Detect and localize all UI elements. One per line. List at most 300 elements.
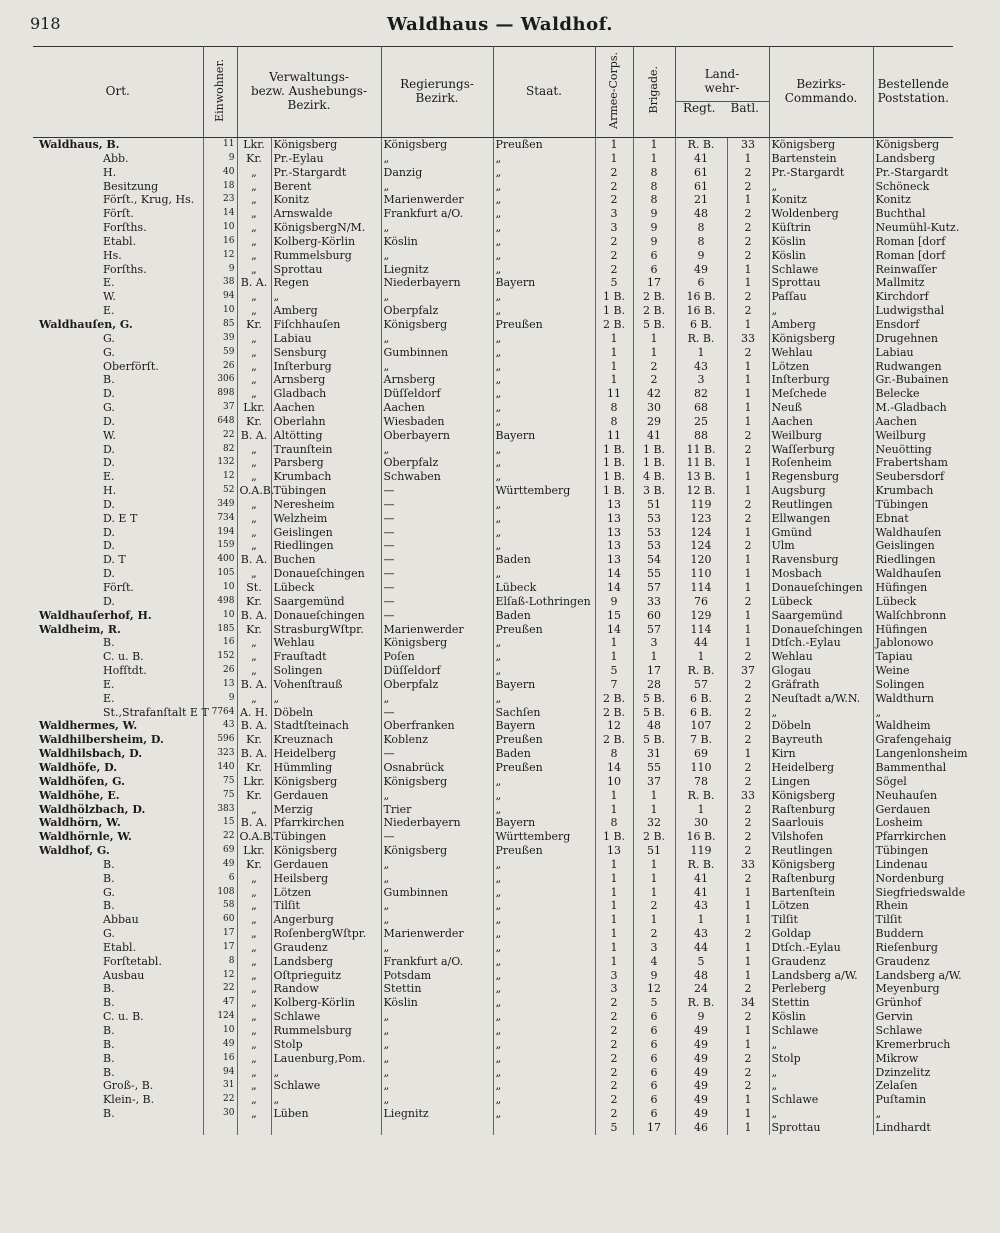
cell-ort: D. — [33, 595, 203, 609]
cell-poststation: Grafengehaig — [875, 733, 952, 747]
cell-einwohner: 17 — [203, 927, 237, 941]
cell-landwehr-batl: 2 — [727, 803, 769, 817]
cell-einwohner: 16 — [203, 1052, 237, 1066]
cell-landwehr-regt: 49 — [675, 1093, 727, 1107]
cell-staat: „ — [493, 996, 595, 1010]
cell-armee-corps: 1 B. — [595, 456, 633, 470]
cell-einwohner: 124 — [203, 1010, 237, 1024]
cell-verwaltung-bezirk: Tilſit — [271, 899, 381, 913]
cell-brigade: 37 — [633, 775, 675, 789]
cell-regierung: — — [381, 484, 493, 498]
cell-einwohner: 12 — [203, 249, 237, 263]
cell-armee-corps: 1 — [595, 927, 633, 941]
table-row — [33, 152, 953, 166]
cell-ort: Waldheim, R. — [33, 623, 203, 637]
cell-einwohner: 152 — [203, 650, 237, 664]
cell-armee-corps: 2 B. — [595, 706, 633, 720]
cell-bezirks-commando: Inſterburg — [769, 373, 873, 387]
cell-bezirks-commando: Königsberg — [769, 789, 873, 803]
cell-bezirks-commando: Tilſit — [769, 913, 873, 927]
table-row — [33, 1107, 953, 1121]
cell-regierung: Frankfurt a/O. — [381, 207, 493, 221]
table-row — [33, 318, 953, 332]
cell-einwohner: 10 — [203, 581, 237, 595]
cell-brigade: 1 — [633, 152, 675, 166]
cell-poststation: Ebnat — [875, 511, 909, 525]
cell-verwaltung-typ: „ — [237, 650, 271, 664]
cell-verwaltung-bezirk: Regen — [271, 276, 381, 290]
cell-poststation: Landsberg — [875, 151, 936, 165]
cell-einwohner: 194 — [203, 526, 237, 540]
cell-verwaltung-bezirk: Hümmling — [271, 761, 381, 775]
table-row — [33, 180, 953, 194]
table-row — [33, 360, 953, 374]
cell-bezirks-commando: Kirn — [769, 747, 873, 761]
cell-ort: Waldhörnle, W. — [33, 830, 203, 844]
cell-ort: H. — [33, 166, 203, 180]
table-row — [33, 844, 953, 858]
cell-bezirks-commando: Augsburg — [769, 484, 873, 498]
cell-regierung: „ — [381, 941, 493, 955]
cell-poststation: Landsberg a/W. — [875, 968, 962, 982]
cell-landwehr-batl: 2 — [727, 1079, 769, 1093]
cell-bezirks-commando: Köslin — [769, 249, 873, 263]
cell-ort: Waldhauſen, G. — [33, 318, 203, 332]
cell-landwehr-regt: 48 — [675, 207, 727, 221]
table-row — [33, 526, 953, 540]
cell-einwohner: 75 — [203, 775, 237, 789]
cell-poststation: Langenlonsheim — [875, 747, 968, 761]
cell-ort: B. — [33, 1024, 203, 1038]
cell-regierung: „ — [381, 221, 493, 235]
cell-ort: E. — [33, 692, 203, 706]
cell-ort: B. — [33, 858, 203, 872]
cell-armee-corps: 2 — [595, 180, 633, 194]
table-row — [33, 955, 953, 969]
cell-verwaltung-typ: „ — [237, 1107, 271, 1121]
cell-regierung: Trier — [381, 803, 493, 817]
cell-brigade: 2 — [633, 360, 675, 374]
table-row — [33, 235, 953, 249]
cell-poststation: Grünhof — [875, 996, 922, 1010]
cell-poststation: Zelaſen — [875, 1079, 918, 1093]
cell-brigade: 42 — [633, 387, 675, 401]
cell-landwehr-regt: 11 B. — [675, 456, 727, 470]
cell-verwaltung-typ: B. A. — [237, 719, 271, 733]
table-row — [33, 1010, 953, 1024]
cell-armee-corps: 13 — [595, 553, 633, 567]
cell-verwaltung-bezirk: Lötzen — [271, 886, 381, 900]
cell-armee-corps: 1 B. — [595, 443, 633, 457]
cell-landwehr-regt: 88 — [675, 429, 727, 443]
cell-regierung: Marienwerder — [381, 927, 493, 941]
cell-regierung: „ — [381, 1010, 493, 1024]
cell-brigade: 6 — [633, 249, 675, 263]
cell-landwehr-regt: 30 — [675, 816, 727, 830]
cell-verwaltung-typ: „ — [237, 263, 271, 277]
cell-brigade: 5 B. — [633, 706, 675, 720]
cell-einwohner: 15 — [203, 816, 237, 830]
cell-verwaltung-bezirk: Inſterburg — [271, 360, 381, 374]
cell-landwehr-batl: 2 — [727, 249, 769, 263]
cell-einwohner: 30 — [203, 1107, 237, 1121]
cell-armee-corps: 2 — [595, 1066, 633, 1080]
header-brigade: Brigade. — [633, 47, 675, 138]
table-row — [33, 539, 953, 553]
cell-ort: Waldhermes, W. — [33, 719, 203, 733]
cell-brigade: 1 — [633, 138, 675, 152]
cell-verwaltung-typ: B. A. — [237, 747, 271, 761]
cell-armee-corps: 8 — [595, 401, 633, 415]
cell-verwaltung-bezirk: Döbeln — [271, 706, 381, 720]
table-row — [33, 346, 953, 360]
cell-landwehr-batl: 2 — [727, 1066, 769, 1080]
table-row — [33, 456, 953, 470]
cell-regierung: „ — [381, 913, 493, 927]
cell-staat: „ — [493, 290, 595, 304]
cell-regierung: Wiesbaden — [381, 415, 493, 429]
cell-regierung: Stettin — [381, 982, 493, 996]
cell-regierung: Köslin — [381, 235, 493, 249]
cell-ort: W. — [33, 290, 203, 304]
cell-verwaltung-typ: B. A. — [237, 276, 271, 290]
cell-regierung: — — [381, 512, 493, 526]
cell-verwaltung-typ: Kr. — [237, 318, 271, 332]
cell-bezirks-commando: Köslin — [769, 1010, 873, 1024]
cell-poststation: Walſchbronn — [875, 608, 947, 622]
cell-verwaltung-typ: Kr. — [237, 415, 271, 429]
cell-bezirks-commando: Wehlau — [769, 346, 873, 360]
cell-staat: „ — [493, 1052, 595, 1066]
cell-brigade: 5 B. — [633, 692, 675, 706]
cell-staat: „ — [493, 498, 595, 512]
cell-landwehr-regt: 49 — [675, 1066, 727, 1080]
cell-poststation: Neumühl-Kutz. — [875, 221, 960, 235]
cell-armee-corps: 2 B. — [595, 318, 633, 332]
table-row — [33, 733, 953, 747]
cell-bezirks-commando: Donaueſchingen — [769, 581, 873, 595]
cell-ort: Klein-, B. — [33, 1093, 203, 1107]
cell-armee-corps: 1 — [595, 858, 633, 872]
cell-ort: B. — [33, 1107, 203, 1121]
cell-brigade: 3 B. — [633, 484, 675, 498]
cell-bezirks-commando: „ — [769, 706, 873, 720]
table-row — [33, 415, 953, 429]
cell-brigade: 2 B. — [633, 830, 675, 844]
cell-staat: „ — [493, 235, 595, 249]
cell-poststation: Ensdorf — [875, 317, 920, 331]
cell-verwaltung-bezirk: Heilsberg — [271, 872, 381, 886]
cell-landwehr-regt: 124 — [675, 539, 727, 553]
cell-bezirks-commando: Lötzen — [769, 899, 873, 913]
cell-bezirks-commando: Schlawe — [769, 263, 873, 277]
cell-bezirks-commando: Roſenheim — [769, 456, 873, 470]
cell-armee-corps: 2 B. — [595, 733, 633, 747]
table-row — [33, 1093, 953, 1107]
cell-brigade: 31 — [633, 747, 675, 761]
cell-landwehr-regt: 1 — [675, 913, 727, 927]
cell-armee-corps: 1 B. — [595, 304, 633, 318]
table-row — [33, 650, 953, 664]
cell-verwaltung-typ: „ — [237, 373, 271, 387]
cell-verwaltung-typ: Kr. — [237, 595, 271, 609]
cell-landwehr-batl: 1 — [727, 318, 769, 332]
cell-einwohner: 898 — [203, 387, 237, 401]
cell-staat: „ — [493, 539, 595, 553]
cell-landwehr-batl: 1 — [727, 567, 769, 581]
cell-landwehr-batl: 1 — [727, 636, 769, 650]
cell-verwaltung-typ: Kr. — [237, 858, 271, 872]
cell-landwehr-regt: 25 — [675, 415, 727, 429]
cell-landwehr-regt: 110 — [675, 761, 727, 775]
cell-bezirks-commando: Donaueſchingen — [769, 623, 873, 637]
cell-landwehr-regt: R. B. — [675, 996, 727, 1010]
cell-verwaltung-bezirk: Rummelsburg — [271, 1024, 381, 1038]
cell-staat: „ — [493, 955, 595, 969]
cell-einwohner: 10 — [203, 221, 237, 235]
cell-poststation: Mallmitz — [875, 276, 925, 290]
cell-landwehr-batl: 2 — [727, 166, 769, 180]
cell-verwaltung-bezirk: Berent — [271, 180, 381, 194]
cell-verwaltung-typ: „ — [237, 955, 271, 969]
cell-ort: Forſtetabl. — [33, 955, 203, 969]
cell-verwaltung-bezirk: Donaueſchingen — [271, 567, 381, 581]
cell-bezirks-commando: Küſtrin — [769, 221, 873, 235]
cell-landwehr-batl: 33 — [727, 789, 769, 803]
cell-poststation: Waldheim — [875, 719, 931, 733]
cell-regierung: „ — [381, 1066, 493, 1080]
cell-regierung: Köslin — [381, 996, 493, 1010]
cell-staat: „ — [493, 789, 595, 803]
table-row — [33, 858, 953, 872]
cell-verwaltung-bezirk: „ — [271, 1093, 381, 1107]
cell-landwehr-regt: 6 — [675, 276, 727, 290]
table-row — [33, 221, 953, 235]
cell-regierung: „ — [381, 290, 493, 304]
cell-einwohner: 85 — [203, 318, 237, 332]
cell-bezirks-commando: Königsberg — [769, 332, 873, 346]
cell-regierung: „ — [381, 1052, 493, 1066]
cell-brigade: 2 — [633, 373, 675, 387]
cell-verwaltung-typ: „ — [237, 913, 271, 927]
cell-staat: „ — [493, 387, 595, 401]
cell-verwaltung-bezirk: Arnswalde — [271, 207, 381, 221]
cell-bezirks-commando: Sprottau — [769, 1121, 873, 1135]
cell-brigade: 51 — [633, 844, 675, 858]
cell-einwohner: 18 — [203, 180, 237, 194]
cell-poststation: Hüfingen — [875, 581, 928, 594]
cell-bezirks-commando: Lübeck — [769, 595, 873, 609]
cell-poststation: Gr.-Bubainen — [875, 373, 949, 387]
cell-bezirks-commando: Gmünd — [769, 526, 873, 540]
cell-verwaltung-typ — [237, 1121, 271, 1135]
cell-ort: D. — [33, 456, 203, 470]
cell-bezirks-commando: Paſſau — [769, 290, 873, 304]
cell-poststation: Neuhauſen — [875, 788, 938, 802]
cell-regierung: Liegnitz — [381, 1107, 493, 1121]
table-row — [33, 789, 953, 803]
cell-staat: Preußen — [493, 138, 595, 152]
cell-ort: C. u. B. — [33, 1010, 203, 1024]
cell-verwaltung-bezirk: Traunſtein — [271, 443, 381, 457]
cell-einwohner: 10 — [203, 1024, 237, 1038]
cell-poststation: Roman [dorf — [875, 248, 946, 262]
cell-landwehr-regt: 78 — [675, 775, 727, 789]
cell-verwaltung-bezirk: Heidelberg — [271, 747, 381, 761]
cell-staat: Preußen — [493, 733, 595, 747]
cell-ort: Besitzung — [33, 180, 203, 194]
cell-staat: „ — [493, 1010, 595, 1024]
cell-regierung: Gumbinnen — [381, 346, 493, 360]
cell-poststation: Rieſenburg — [875, 940, 938, 954]
cell-poststation: Neuötting — [875, 442, 932, 456]
cell-poststation: Drugehnen — [875, 331, 938, 345]
cell-staat: „ — [493, 982, 595, 996]
cell-ort: Waldhöfen, G. — [33, 775, 203, 789]
cell-landwehr-regt: 9 — [675, 249, 727, 263]
cell-armee-corps: 10 — [595, 775, 633, 789]
cell-brigade: 55 — [633, 761, 675, 775]
cell-landwehr-batl: 1 — [727, 969, 769, 983]
cell-brigade: 6 — [633, 1066, 675, 1080]
cell-einwohner: 16 — [203, 235, 237, 249]
cell-brigade: 33 — [633, 595, 675, 609]
cell-verwaltung-bezirk: Gladbach — [271, 387, 381, 401]
cell-armee-corps: 2 — [595, 1024, 633, 1038]
cell-verwaltung-bezirk: Gerdauen — [271, 858, 381, 872]
cell-verwaltung-bezirk: Frauſtadt — [271, 650, 381, 664]
cell-regierung: Aachen — [381, 401, 493, 415]
cell-landwehr-batl: 1 — [727, 193, 769, 207]
cell-landwehr-regt: 16 B. — [675, 830, 727, 844]
cell-verwaltung-bezirk: Amberg — [271, 304, 381, 318]
cell-landwehr-batl: 2 — [727, 1052, 769, 1066]
cell-landwehr-regt: 69 — [675, 747, 727, 761]
header-armee: Armee-Corps. — [595, 47, 633, 138]
cell-verwaltung-typ: „ — [237, 456, 271, 470]
cell-brigade: 54 — [633, 553, 675, 567]
cell-landwehr-regt: 119 — [675, 498, 727, 512]
cell-armee-corps: 9 — [595, 595, 633, 609]
cell-verwaltung-typ: „ — [237, 567, 271, 581]
cell-verwaltung-typ: Kr. — [237, 152, 271, 166]
cell-verwaltung-typ: B. A. — [237, 553, 271, 567]
cell-staat: Baden — [493, 553, 595, 567]
cell-brigade: 53 — [633, 526, 675, 540]
cell-armee-corps: 2 — [595, 1010, 633, 1024]
cell-ort: Waldhof, G. — [33, 844, 203, 858]
cell-ort: G. — [33, 927, 203, 941]
cell-bezirks-commando: Stolp — [769, 1052, 873, 1066]
cell-landwehr-batl: 2 — [727, 443, 769, 457]
cell-brigade: 30 — [633, 401, 675, 415]
cell-bezirks-commando: Saarlouis — [769, 816, 873, 830]
cell-verwaltung-typ: B. A. — [237, 429, 271, 443]
cell-staat: Württemberg — [493, 830, 595, 844]
cell-staat: „ — [493, 304, 595, 318]
cell-regierung: — — [381, 609, 493, 623]
cell-bezirks-commando: Bayreuth — [769, 733, 873, 747]
table-row — [33, 899, 953, 913]
cell-regierung: Potsdam — [381, 969, 493, 983]
cell-staat: Lübeck — [493, 581, 595, 595]
cell-brigade: 5 — [633, 996, 675, 1010]
cell-poststation: Königsberg — [875, 138, 940, 151]
cell-verwaltung-bezirk: Tübingen — [271, 830, 381, 844]
cell-einwohner: 132 — [203, 456, 237, 470]
cell-landwehr-batl: 1 — [727, 456, 769, 470]
table-row — [33, 623, 953, 637]
cell-landwehr-batl: 1 — [727, 1121, 769, 1135]
cell-verwaltung-typ: „ — [237, 1066, 271, 1080]
cell-verwaltung-typ: B. A. — [237, 678, 271, 692]
cell-verwaltung-typ: „ — [237, 332, 271, 346]
cell-bezirks-commando: Reutlingen — [769, 498, 873, 512]
cell-armee-corps: 7 — [595, 678, 633, 692]
cell-landwehr-batl: 1 — [727, 913, 769, 927]
table-row — [33, 553, 953, 567]
cell-landwehr-batl: 1 — [727, 747, 769, 761]
cell-verwaltung-typ: „ — [237, 1010, 271, 1024]
cell-poststation: Nordenburg — [875, 871, 945, 885]
cell-landwehr-regt: R. B. — [675, 858, 727, 872]
cell-landwehr-batl: 34 — [727, 996, 769, 1010]
cell-einwohner: 11 — [203, 138, 237, 152]
cell-poststation: Buddern — [875, 927, 924, 941]
cell-landwehr-regt: 107 — [675, 719, 727, 733]
cell-verwaltung-bezirk: Angerburg — [271, 913, 381, 927]
table-row — [33, 1024, 953, 1038]
cell-staat — [493, 1121, 595, 1135]
table-row — [33, 263, 953, 277]
cell-landwehr-batl: 2 — [727, 650, 769, 664]
cell-verwaltung-typ: „ — [237, 982, 271, 996]
cell-regierung: „ — [381, 789, 493, 803]
table-row — [33, 609, 953, 623]
cell-bezirks-commando: Goldap — [769, 927, 873, 941]
cell-brigade: 41 — [633, 429, 675, 443]
cell-staat: „ — [493, 526, 595, 540]
cell-verwaltung-typ: „ — [237, 249, 271, 263]
table-row — [33, 1079, 953, 1093]
table-row — [33, 719, 953, 733]
cell-poststation: M.-Gladbach — [875, 401, 947, 415]
cell-bezirks-commando: „ — [769, 180, 873, 194]
cell-bezirks-commando: „ — [769, 1038, 873, 1052]
cell-einwohner: 39 — [203, 332, 237, 346]
cell-staat: „ — [493, 249, 595, 263]
cell-verwaltung-bezirk: Saargemünd — [271, 595, 381, 609]
table-row — [33, 803, 953, 817]
cell-poststation: Belecke — [875, 387, 920, 401]
cell-verwaltung-bezirk: Pr.-Eylau — [271, 152, 381, 166]
cell-verwaltung-typ: „ — [237, 387, 271, 401]
table-row — [33, 429, 953, 443]
cell-brigade: 6 — [633, 1107, 675, 1121]
cell-poststation: Tübingen — [875, 844, 929, 858]
cell-einwohner: 383 — [203, 803, 237, 817]
cell-armee-corps: 2 — [595, 1079, 633, 1093]
cell-armee-corps: 3 — [595, 969, 633, 983]
cell-bezirks-commando: Neuß — [769, 401, 873, 415]
cell-bezirks-commando: Wehlau — [769, 650, 873, 664]
cell-brigade: 51 — [633, 498, 675, 512]
cell-armee-corps: 1 — [595, 373, 633, 387]
cell-landwehr-batl: 2 — [727, 235, 769, 249]
cell-ort: Etabl. — [33, 941, 203, 955]
cell-staat: Bayern — [493, 816, 595, 830]
cell-bezirks-commando: Aachen — [769, 415, 873, 429]
